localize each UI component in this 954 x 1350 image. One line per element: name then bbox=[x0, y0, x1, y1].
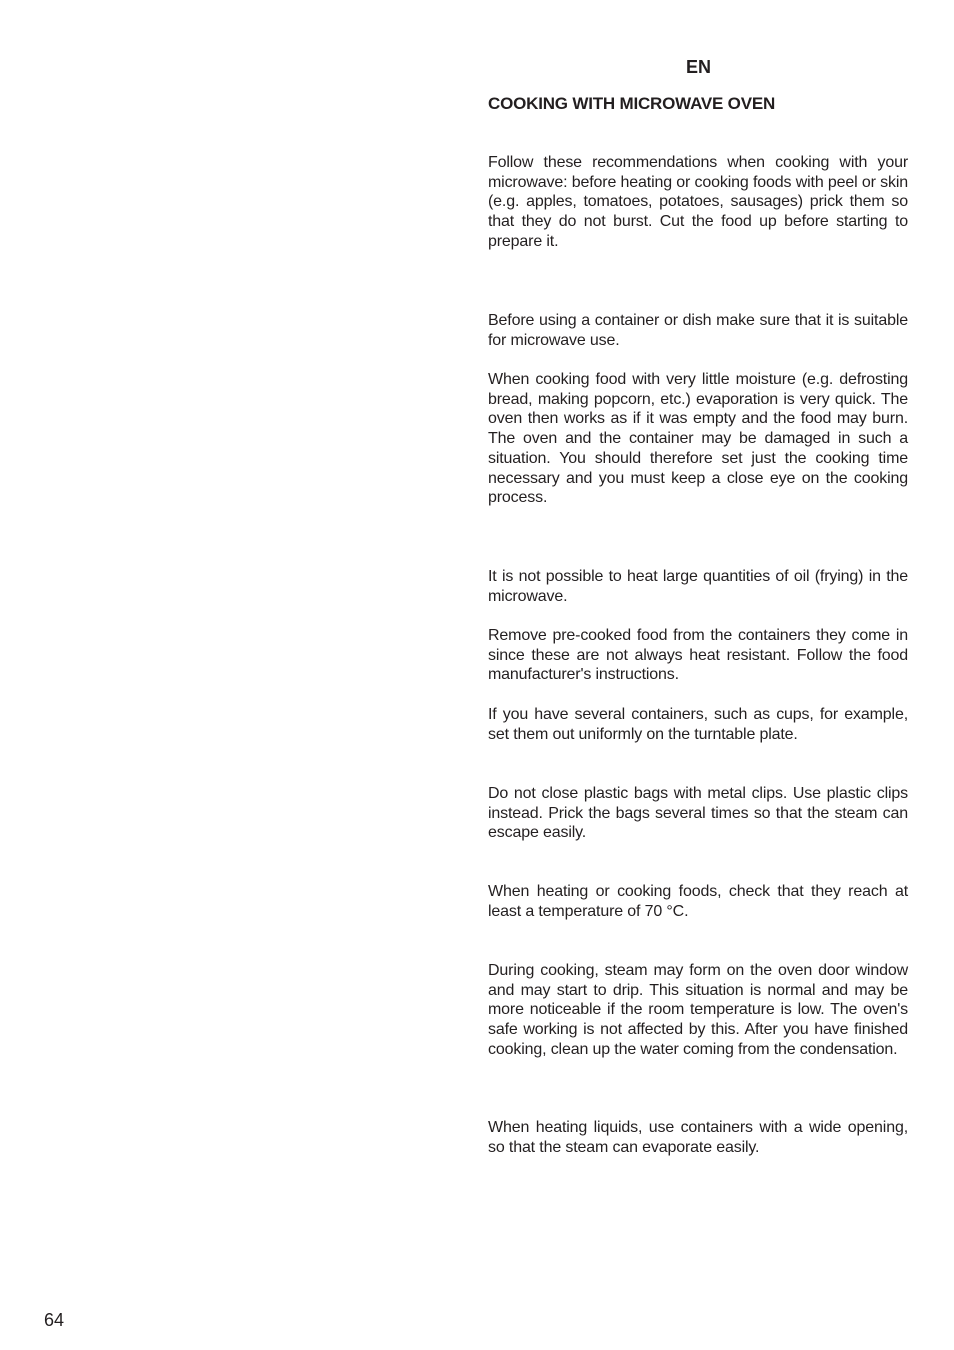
paragraph-container-suitable: Before using a container or dish make sure that it is suitable for microwave use. bbox=[488, 312, 908, 349]
page-number: 64 bbox=[44, 1310, 65, 1330]
paragraph-little-moisture: When cooking food with very little moisture (e.g. defrosting bread, making popcorn, etc.) evaporation is very quick. The oven then works as if it was empty and the food may burn. The oven and the container may be damaged in such a situation. You should therefore set just the cooking time necessary and you must keep a close eye on the cooking process. bbox=[488, 371, 908, 507]
paragraph-oil-frying: It is not possible to heat large quantities of oil (frying) in the microwave. bbox=[488, 568, 908, 605]
paragraph-heating-liquids: When heating liquids, use containers with a wide opening, so that the steam can evaporate easily. bbox=[488, 1119, 908, 1156]
paragraph-pre-cooked-food: Remove pre-cooked food from the containers they come in since these are not always heat resistant. Follow the food manufacturer's instructions. bbox=[488, 627, 908, 684]
paragraph-temperature: When heating or cooking foods, check that they reach at least a temperature of 70 °C. bbox=[488, 883, 908, 920]
language-code: EN bbox=[686, 57, 712, 77]
paragraph-prick-foods: Follow these recommendations when cooking with your microwave: before heating or cooking foods with peel or skin (e.g. apples, tomatoes, potatoes, sausages) prick them so that they do not burst. Cut the food up before starting to prepare it. bbox=[488, 154, 908, 250]
paragraph-several-containers: If you have several containers, such as cups, for example, set them out uniformly on the turntable plate. bbox=[488, 706, 908, 743]
section-title: COOKING WITH MICROWAVE OVEN bbox=[488, 94, 776, 113]
paragraph-plastic-bags: Do not close plastic bags with metal clips. Use plastic clips instead. Prick the bags several times so that the steam can escape easily. bbox=[488, 785, 908, 842]
paragraph-steam-condensation: During cooking, steam may form on the oven door window and may start to drip. This situation is normal and may be more noticeable if the room temperature is low. The oven's safe working is not affected by this. After you have finished cooking, clean up the water coming from the condensation. bbox=[488, 962, 908, 1058]
